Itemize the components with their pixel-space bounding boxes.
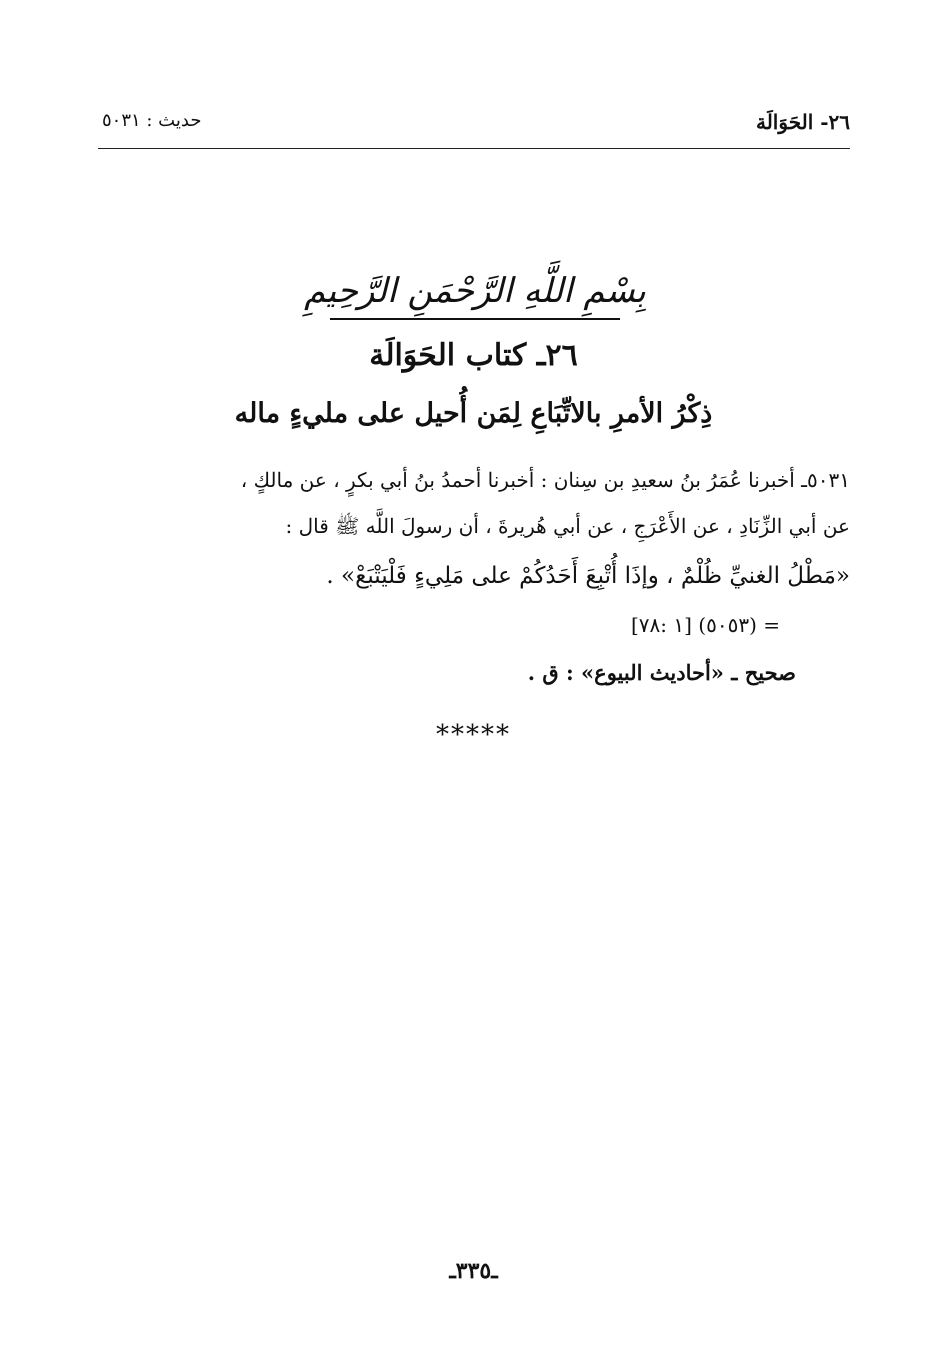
hadith-body — [98, 457, 850, 697]
hadith-matn: «مَطْلُ الغنيِّ ظُلْمٌ ، وإذَا أُتْبِعَ أَحَدُكُمْ على مَلِيءٍ فَلْيَتْبَعْ» . — [326, 563, 850, 589]
chapter-title: ذِكْرُ الأمرِ بالاتِّبَاعِ لِمَن أُحيل على مليءٍ ماله — [234, 398, 713, 429]
page-number: ـ٣٣٥ـ — [449, 1258, 498, 1284]
section-separator: ***** — [436, 720, 511, 750]
header-chapter-title: ٢٦- الحَوَالَة — [755, 110, 850, 134]
hadith-isnad-line-2: عن أبي الزِّنَادِ ، عن الأَعْرَجِ ، عن أبي هُريرةَ ، أن رسولَ اللَّه ﷺ قال : — [285, 514, 850, 538]
page-header — [98, 108, 850, 149]
hadith-isnad-line-1: ٥٠٣١ـ أخبرنا عُمَرُ بنُ سعيدِ بن سِنان : أخبرنا أحمدُ بنُ أبي بكرٍ ، عن مالكٍ ، — [240, 468, 850, 492]
basmala-text: بِسْمِ اللَّهِ الرَّحْمَنِ الرَّحِيمِ — [304, 271, 646, 311]
basmala-calligraphy — [300, 262, 650, 332]
header-hadith-number: حديث : ٥٠٣١ — [102, 110, 202, 131]
basmala-underline — [330, 318, 620, 320]
hadith-grade: صحيح ـ «أحاديث البيوع» : ق . — [527, 660, 796, 685]
hadith-cross-reference: = (٥٠٥٣) [١ :٧٨] — [630, 613, 780, 637]
book-title: ٢٦ـ كتاب الحَوَالَة — [369, 338, 578, 373]
